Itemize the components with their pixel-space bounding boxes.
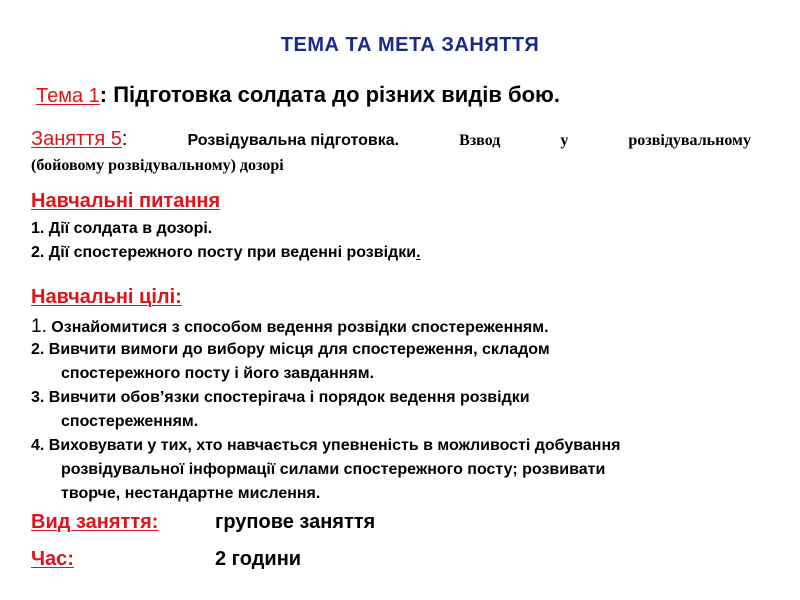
page-title: ТЕМА ТА МЕТА ЗАНЯТТЯ [280, 34, 540, 56]
lesson-label: Заняття 5 [31, 128, 122, 150]
goal-2-line-1: 2. Вивчити вимоги до вибору місця для спостереження, складом [31, 341, 550, 358]
lesson-line-2: (бойовому розвідувальному) дозорі [31, 157, 284, 174]
goal-3-line-1: 3. Вивчити обов’язки спостерігача і порядок ведення розвідки [31, 389, 530, 406]
goal-3-line-2: спостереженням. [61, 413, 199, 430]
lesson-word-2: у [560, 132, 569, 149]
goal-2-line-2: спостережного посту і його завданням. [61, 365, 375, 382]
goal-4-line-1: 4. Виховувати у тих, хто навчається упевненість в можливості добування [31, 437, 621, 454]
question-1: 1. Дії солдата в дозорі. [31, 220, 213, 237]
lesson-word-1: Взвод [459, 132, 501, 149]
lesson-type-value: групове заняття [215, 511, 376, 533]
time-label: Час: [31, 548, 74, 570]
topic-line [36, 82, 560, 108]
question-2-tail: . [416, 244, 421, 261]
goal-1-number: 1. [31, 316, 47, 337]
topic-text: Підготовка солдата до різних видів бою. [107, 82, 560, 107]
goal-1-text: Ознайомитися з способом ведення розвідки спостереженням. [46, 319, 549, 336]
lesson-type-label: Вид заняття: [31, 511, 159, 533]
lesson-line [31, 128, 751, 151]
topic-separator: : [99, 82, 108, 107]
goal-4-line-3: творче, нестандартне мислення. [61, 485, 321, 502]
lesson-separator: : [121, 128, 128, 150]
lesson-subject: Розвідувальна підготовка. [187, 132, 400, 149]
topic-label: Тема 1 [36, 85, 100, 107]
lesson-head [31, 128, 127, 151]
question-2-line [31, 244, 421, 262]
lesson-word-3: розвідувальному [628, 132, 751, 149]
question-2: 2. Дії спостережного посту при веденні розвідки [31, 244, 417, 261]
time-value: 2 години [215, 548, 302, 570]
goals-heading: Навчальні цілі: [31, 286, 182, 308]
goal-4-line-2: розвідувальної інформації силами спостережного посту; розвивати [61, 461, 606, 478]
goal-1 [31, 316, 549, 338]
questions-heading: Навчальні питання [31, 190, 221, 212]
